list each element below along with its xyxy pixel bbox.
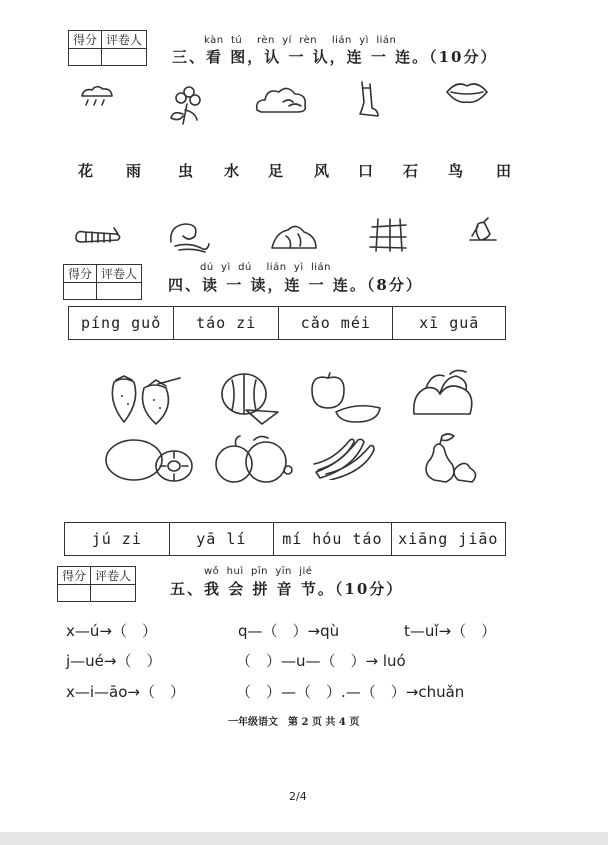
word-pear[interactable]: yā lí	[169, 523, 274, 556]
apple-icon[interactable]	[306, 372, 386, 424]
score-box-section4	[63, 264, 142, 300]
score-box-section3	[68, 30, 147, 66]
watermelon-icon[interactable]	[218, 370, 282, 426]
section3-title: 三、看 图，认 一 认，连 一 连。（10分）	[172, 48, 498, 66]
grader-label: 评卷人	[102, 31, 147, 49]
score-label: 得分	[58, 567, 91, 585]
section3-pinyin: kàn tú rèn yí rèn lián yì lián	[204, 35, 397, 46]
word-apple[interactable]: píng guǒ	[69, 307, 174, 340]
word-kiwi[interactable]: mí hóu táo	[274, 523, 391, 556]
grader-cell	[97, 283, 142, 300]
peach-icon[interactable]	[410, 368, 486, 422]
char-mouth[interactable]: 口	[358, 162, 374, 180]
mouth-icon[interactable]	[445, 80, 489, 106]
banana-icon[interactable]	[310, 434, 382, 480]
pinyin-word-row-bottom	[64, 522, 506, 556]
foot-icon[interactable]	[356, 80, 382, 120]
strawberry-icon[interactable]	[104, 374, 186, 428]
char-bird[interactable]: 鸟	[448, 162, 464, 180]
word-peach[interactable]: táo zi	[174, 307, 279, 340]
score-box-section5	[57, 566, 136, 602]
grader-cell	[102, 49, 147, 66]
char-flower[interactable]: 花	[78, 162, 94, 180]
field-grid-icon[interactable]	[366, 217, 410, 253]
exercise-1[interactable]: x—ú→（ ）	[66, 622, 157, 640]
exercise-2[interactable]: q—（ ）→qù	[238, 622, 340, 640]
page-indicator: 2/4	[289, 790, 307, 803]
word-banana[interactable]: xiāng jiāo	[391, 523, 505, 556]
char-insect[interactable]: 虫	[178, 162, 194, 180]
score-cell	[64, 283, 97, 300]
water-wave-icon[interactable]	[165, 218, 213, 254]
page-footer: 一年级语文 第 2 页 共 4 页	[228, 717, 360, 728]
kiwi-icon[interactable]	[104, 436, 196, 486]
char-rain[interactable]: 雨	[126, 162, 142, 180]
char-wind[interactable]: 风	[314, 162, 330, 180]
viewer-bottom-bar	[0, 832, 608, 845]
rain-cloud-icon[interactable]	[78, 82, 116, 108]
exercise-5[interactable]: （ ）—u—（ ）→ luó	[236, 652, 406, 670]
pear-icon[interactable]	[420, 430, 490, 484]
pinyin-word-row-top	[68, 306, 506, 340]
stone-icon[interactable]	[268, 222, 320, 252]
score-cell	[58, 585, 91, 602]
section4-title: 四、读 一 读，连 一 连。（8分）	[168, 276, 423, 294]
score-cell	[69, 49, 102, 66]
score-label: 得分	[64, 265, 97, 283]
word-orange[interactable]: jú zi	[65, 523, 170, 556]
wind-cloud-icon[interactable]	[253, 82, 311, 116]
grader-label: 评卷人	[97, 265, 142, 283]
section5-title: 五、我 会 拼 音 节。（10分）	[170, 580, 404, 598]
char-foot[interactable]: 足	[268, 162, 284, 180]
exercise-3[interactable]: t—uǐ→（ ）	[404, 622, 497, 640]
grader-cell	[91, 585, 136, 602]
caterpillar-icon[interactable]	[72, 222, 124, 246]
grader-label: 评卷人	[91, 567, 136, 585]
word-strawberry[interactable]: cǎo méi	[279, 307, 393, 340]
exercise-7[interactable]: （ ）—（ ）.—（ ）→chuǎn	[236, 683, 465, 701]
char-water[interactable]: 水	[224, 162, 240, 180]
score-label: 得分	[69, 31, 102, 49]
section4-pinyin: dú yì dú lián yì lián	[200, 262, 331, 273]
exercise-4[interactable]: j—ué→（ ）	[66, 652, 162, 670]
orange-icon[interactable]	[210, 434, 294, 486]
bird-icon[interactable]	[460, 214, 502, 250]
char-stone[interactable]: 石	[403, 162, 419, 180]
exercise-6[interactable]: x—i—āo→（ ）	[66, 683, 185, 701]
flower-icon[interactable]	[165, 80, 209, 126]
section5-pinyin: wǒ huì pīn yīn jié	[204, 566, 313, 577]
word-watermelon[interactable]: xī guā	[393, 307, 506, 340]
char-field[interactable]: 田	[496, 162, 512, 180]
